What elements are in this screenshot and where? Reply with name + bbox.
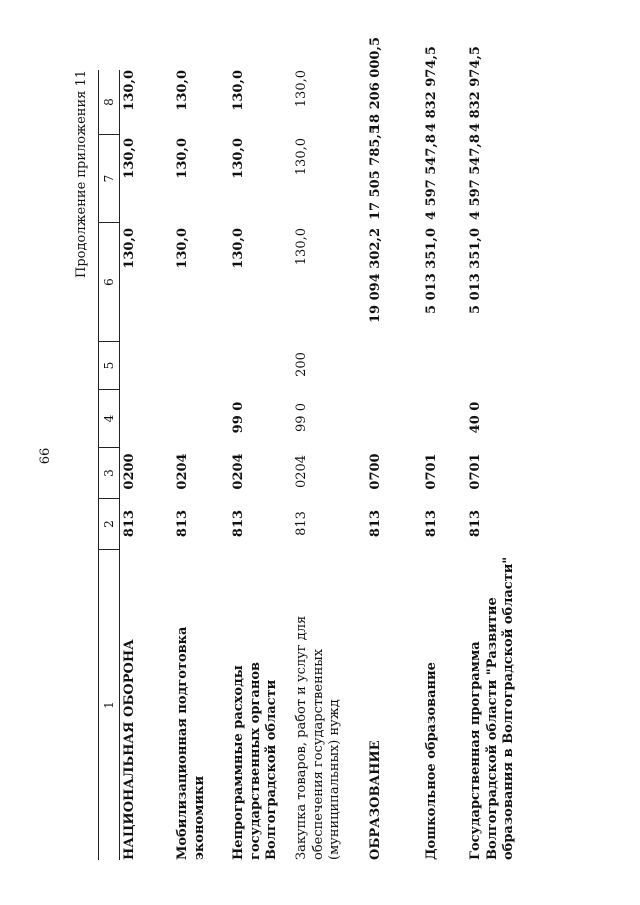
column-divider (99, 134, 120, 135)
cell-code-3: 0204 (231, 453, 246, 490)
table-row-state-program (468, 46, 546, 860)
row-name: НАЦИОНАЛЬНАЯ ОБОРОНА (122, 639, 137, 860)
cell-value-7: 130,0 (294, 138, 309, 176)
cell-value-7: 130,0 (231, 138, 246, 179)
column-header-7: 7 (102, 174, 116, 183)
table-header-row (98, 70, 120, 860)
budget-table (98, 37, 542, 860)
cell-code-2: 813 (122, 509, 137, 538)
table-row-preschool-education (424, 46, 462, 860)
cell-code-3: 0200 (122, 453, 137, 490)
column-header-8: 8 (102, 98, 116, 106)
cell-value-8: 130,0 (294, 70, 309, 108)
cell-value-8: 18 206 000,5 (368, 37, 383, 132)
cell-code-2: 813 (175, 509, 190, 538)
cell-value-7: 130,0 (122, 138, 137, 179)
table-row-nonprogram-expenses (231, 70, 292, 860)
row-name: Дошкольное образование (424, 662, 439, 860)
column-divider (99, 447, 120, 448)
column-header-1: 1 (102, 701, 116, 709)
column-divider (99, 341, 120, 342)
row-name: Государственная программа Волгоградской области "Развитие образования в Волгоградской области" (468, 556, 517, 860)
cell-code-2: 813 (424, 509, 439, 538)
cell-code-4: 40 0 (468, 401, 483, 434)
cell-value-6: 130,0 (231, 228, 246, 269)
cell-value-8: 4 832 974,5 (424, 46, 439, 132)
cell-value-6: 130,0 (294, 228, 309, 266)
cell-code-4: 99 0 (294, 403, 309, 432)
column-header-4: 4 (102, 414, 116, 423)
column-divider (99, 549, 120, 550)
cell-code-2: 813 (294, 511, 309, 536)
table-row-national-defense (122, 70, 167, 860)
column-divider (99, 498, 120, 499)
cell-code-3: 0701 (424, 453, 439, 490)
cell-value-7: 17 505 785,5 (368, 125, 383, 220)
column-header-6: 6 (102, 278, 116, 286)
continuation-label: Продолжение приложения 11 (74, 70, 89, 278)
column-header-2: 2 (102, 520, 116, 528)
cell-code-5: 200 (294, 352, 309, 377)
cell-code-3: 0204 (294, 454, 309, 489)
cell-value-7: 4 597 547,8 (424, 134, 439, 220)
row-name: Непрограммные расходы государственных органов Волгоградской области (231, 661, 280, 860)
cell-code-2: 813 (368, 509, 383, 538)
cell-value-6: 5 013 351,0 (468, 228, 483, 314)
cell-code-4: 99 0 (231, 401, 246, 434)
cell-value-6: 19 094 302,2 (368, 228, 383, 323)
cell-value-8: 130,0 (231, 70, 246, 111)
rotated-table-page (72, 37, 542, 860)
cell-value-8: 4 832 974,5 (468, 46, 483, 132)
cell-value-8: 130,0 (122, 70, 137, 111)
table-row-procurement (294, 70, 360, 860)
table-row-mobilization (175, 70, 230, 860)
cell-value-6: 5 013 351,0 (424, 228, 439, 314)
cell-code-3: 0701 (468, 453, 483, 490)
cell-value-7: 130,0 (175, 138, 190, 179)
cell-value-8: 130,0 (175, 70, 190, 111)
column-header-3: 3 (102, 469, 116, 477)
column-divider (99, 222, 120, 223)
row-name: Мобилизационная подготовка экономики (175, 626, 207, 860)
page-number: 66 (38, 447, 53, 465)
column-header-5: 5 (102, 361, 116, 370)
table-row-education (368, 37, 410, 860)
cell-code-3: 0700 (368, 453, 383, 490)
column-divider (99, 389, 120, 390)
row-name: ОБРАЗОВАНИЕ (368, 740, 383, 860)
cell-value-7: 4 597 547,8 (468, 134, 483, 220)
cell-value-6: 130,0 (122, 228, 137, 269)
table-body (120, 37, 542, 860)
cell-code-3: 0204 (175, 453, 190, 490)
cell-code-2: 813 (231, 509, 246, 538)
cell-code-2: 813 (468, 509, 483, 538)
cell-value-6: 130,0 (175, 228, 190, 269)
row-name: Закупка товаров, работ и услуг для обеспечения государственных (муниципальных) нужд (294, 615, 343, 860)
